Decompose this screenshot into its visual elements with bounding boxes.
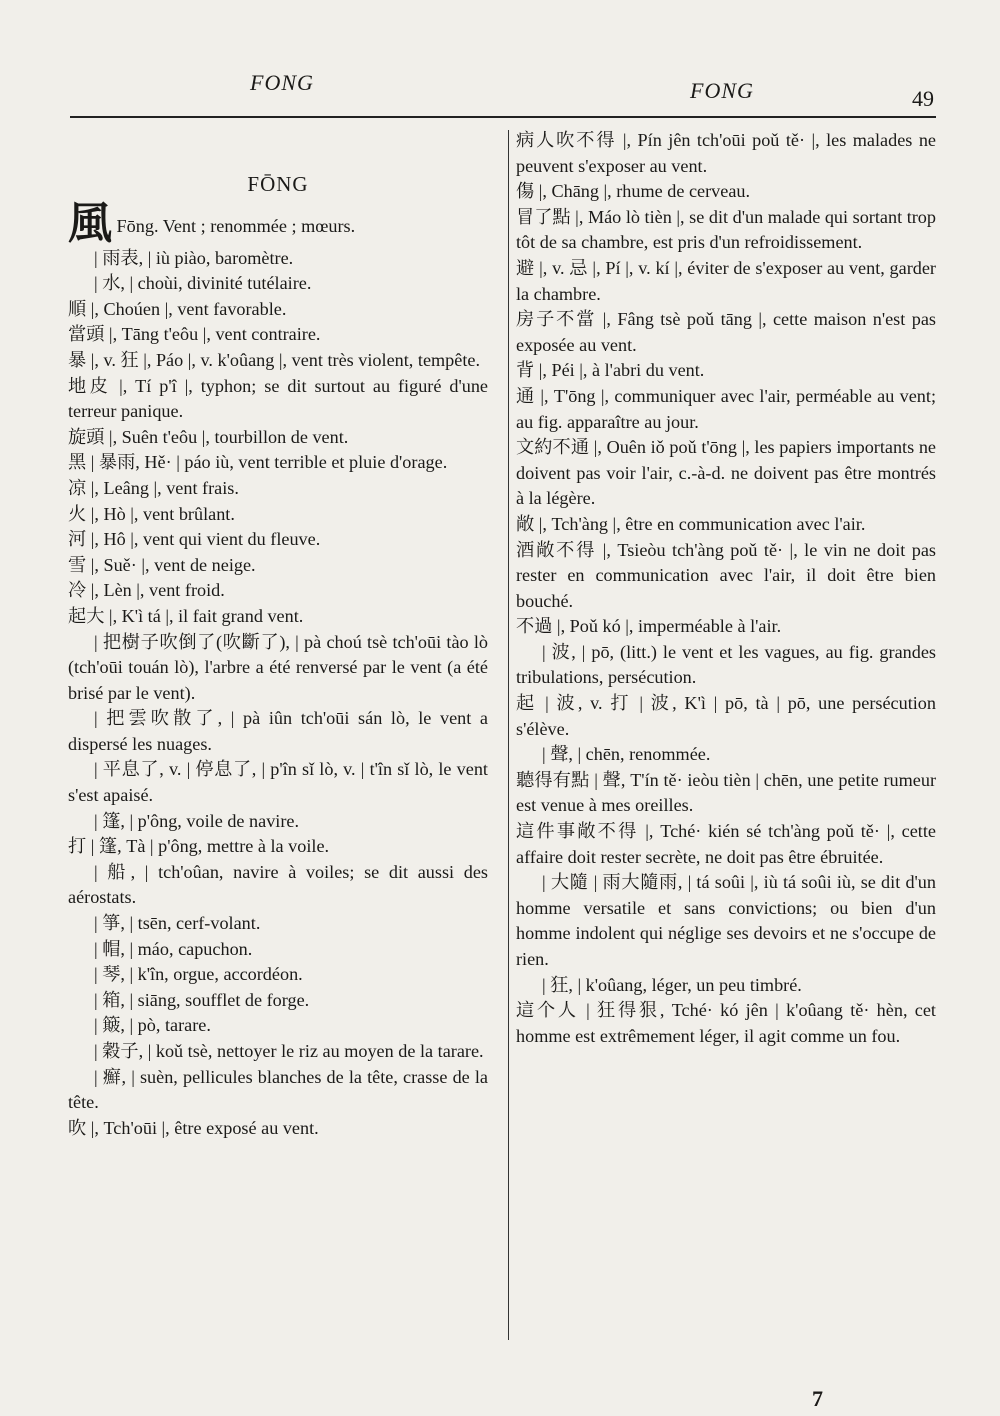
right-entries-list (516, 128, 936, 1049)
dictionary-entry: | 簸, | pò, tarare. (94, 1015, 211, 1036)
column-divider (508, 130, 509, 1340)
dictionary-entry: 不過 |, Poǔ kó |, imperméable à l'air. (516, 616, 782, 637)
dictionary-entry: 吹 |, Tch'oūi |, être exposé au vent. (68, 1117, 319, 1138)
dictionary-entry: 河 |, Hô |, vent qui vient du fleuve. (68, 529, 321, 550)
dictionary-entry: | 船, | tch'oûan, navire à voiles; se dit aussi des aérostats. (68, 861, 488, 908)
dictionary-entry: | 把雲吹散了, | pà iûn tch'oūi sán lò, le vent a dispersé les nuages. (68, 708, 488, 754)
dictionary-entry: | 聲, | chēn, renommée. (542, 744, 711, 765)
headword-definition: Fōng. Vent ; renommée ; mœurs. (112, 215, 356, 236)
dictionary-entry: | 大隨 | 雨大隨雨, | tá soûi |, iù tá soûi iù, se dit d'un homme versatile et sans convictions; ou bien d'un homme indolent qui néglige ses devoirs et ne s'occupe de rien. (516, 872, 936, 969)
dictionary-entry: 暴 |, v. 狂 |, Páo |, v. k'oûang |, vent très violent, tempête. (68, 349, 480, 370)
dictionary-entry: | 琴, | k'în, orgue, accordéon. (94, 964, 303, 985)
signature-mark: 7 (812, 1386, 823, 1411)
dictionary-entry: | 癬, | suèn, pellicules blanches de la tête, crasse de la tête. (68, 1066, 488, 1113)
headword-entry (68, 198, 488, 248)
dictionary-entry: 旋頭 |, Suên t'eôu |, tourbillon de vent. (68, 426, 349, 447)
dictionary-entry: 敞 |, Tch'àng |, être en communication avec l'air. (516, 513, 866, 534)
dictionary-entry: | 平息了, v. | 停息了, | p'în sǐ lò, v. | t'în sǐ lò, le vent s'est apaisé. (68, 759, 488, 806)
dictionary-entry: 房子不當 |, Fâng tsè poǔ tāng |, cette maison n'est pas exposée au vent. (516, 309, 936, 355)
dictionary-entry: 打 | 篷, Tà | p'ông, mettre à la voile. (68, 836, 330, 857)
header-rule (70, 116, 936, 118)
dictionary-entry: 火 |, Hò |, vent brûlant. (68, 503, 235, 524)
left-column (68, 128, 488, 1141)
dictionary-entry: 當頭 |, Tāng t'eôu |, vent contraire. (68, 324, 321, 345)
page-number: 49 (912, 86, 934, 111)
left-entries-list (68, 246, 488, 1142)
dictionary-entry: 文約不通 |, Ouên iǒ poǔ t'ōng |, les papiers importants ne doivent pas voir l'air, c.-à-d. ne doivent pas être montrés à la légère. (516, 437, 936, 509)
dictionary-entry: | 箱, | siāng, soufflet de forge. (94, 989, 310, 1010)
dictionary-entry: 起大 |, K'ì tá |, il fait grand vent. (68, 605, 304, 626)
dictionary-entry: 起 | 波, v. 打 | 波, K'ì | pō, tà | pō, une persécution s'élève. (516, 693, 936, 739)
dictionary-entry: 避 |, v. 忌 |, Pí |, v. kí |, éviter de s'exposer au vent, garder la chambre. (516, 257, 936, 304)
running-head-right: FONG (690, 78, 754, 103)
dictionary-entry: 聽得有點 | 聲, T'ín tě· ieòu tièn | chēn, une petite rumeur est venue à mes oreilles. (516, 769, 936, 816)
dictionary-entry: 傷 |, Chāng |, rhume de cerveau. (516, 181, 751, 202)
dictionary-entry: 黑 | 暴雨, Hě· | páo iù, vent terrible et pluie d'orage. (68, 452, 448, 473)
dictionary-entry: 冷 |, Lèn |, vent froid. (68, 580, 225, 601)
dictionary-entry: | 雨表, | iù piào, baromètre. (94, 247, 294, 268)
right-column (516, 128, 936, 1049)
dictionary-entry: | 波, | pō, (litt.) le vent et les vagues, au fig. grandes tribulations, persécution. (516, 641, 936, 688)
dictionary-entry: 背 |, Péi |, à l'abri du vent. (516, 360, 705, 381)
dictionary-entry: 順 |, Choúen |, vent favorable. (68, 298, 287, 319)
dictionary-entry: 酒敞不得 |, Tsieòu tch'àng poǔ tě· |, le vin ne doit pas rester en communication avec l'air, il doit être bien bouché. (516, 539, 936, 611)
dictionary-entry: 這个人 | 狂得狠, Tché· kó jên | k'oûang tě· hèn, cet homme est extrêmement léger, il agit comme un fou. (516, 1000, 936, 1046)
dictionary-entry: 冒了點 |, Máo lò tièn |, se dit d'un malade qui sortant trop tôt de sa chambre, est pris d'un refroidissement. (516, 206, 936, 253)
dictionary-entry: | 箏, | tsēn, cerf-volant. (94, 913, 261, 934)
headword-character: 風 (68, 198, 112, 248)
dictionary-entry: | 狂, | k'oûang, léger, un peu timbré. (542, 974, 802, 995)
running-head-left: FONG (250, 70, 314, 95)
dictionary-entry: | 把樹子吹倒了(吹斷了), | pà choú tsè tch'oūi tào lò (tch'oūi touán lò), l'arbre a été renversé par le vent (a été brisé par le vent). (68, 631, 488, 703)
dictionary-entry: 雪 |, Suě· |, vent de neige. (68, 554, 256, 575)
section-heading: FŌNG (247, 172, 309, 196)
dictionary-entry: | 帽, | máo, capuchon. (94, 938, 253, 959)
dictionary-entry: | 篷, | p'ông, voile de navire. (94, 810, 300, 831)
dictionary-entry: 凉 |, Leâng |, vent frais. (68, 477, 239, 498)
dictionary-entry: 通 |, T'ōng |, communiquer avec l'air, perméable au vent; au fig. apparaître au jour. (516, 385, 936, 432)
dictionary-entry: 病人吹不得 |, Pín jên tch'oūi poǔ tě· |, les malades ne peuvent s'exposer au vent. (516, 130, 936, 176)
dictionary-entry: | 水, | choùi, divinité tutélaire. (94, 273, 312, 294)
dictionary-entry: | 穀子, | koǔ tsè, nettoyer le riz au moyen de la tarare. (94, 1041, 484, 1061)
dictionary-entry: 這件事敞不得 |, Tché· kién sé tch'àng poǔ tě· |, cette affaire doit rester secrète, ne doit pas être ébruitée. (516, 821, 936, 867)
dictionary-entry: 地皮 |, Tí p'î |, typhon; se dit surtout au figuré d'une terreur panique. (68, 375, 488, 422)
